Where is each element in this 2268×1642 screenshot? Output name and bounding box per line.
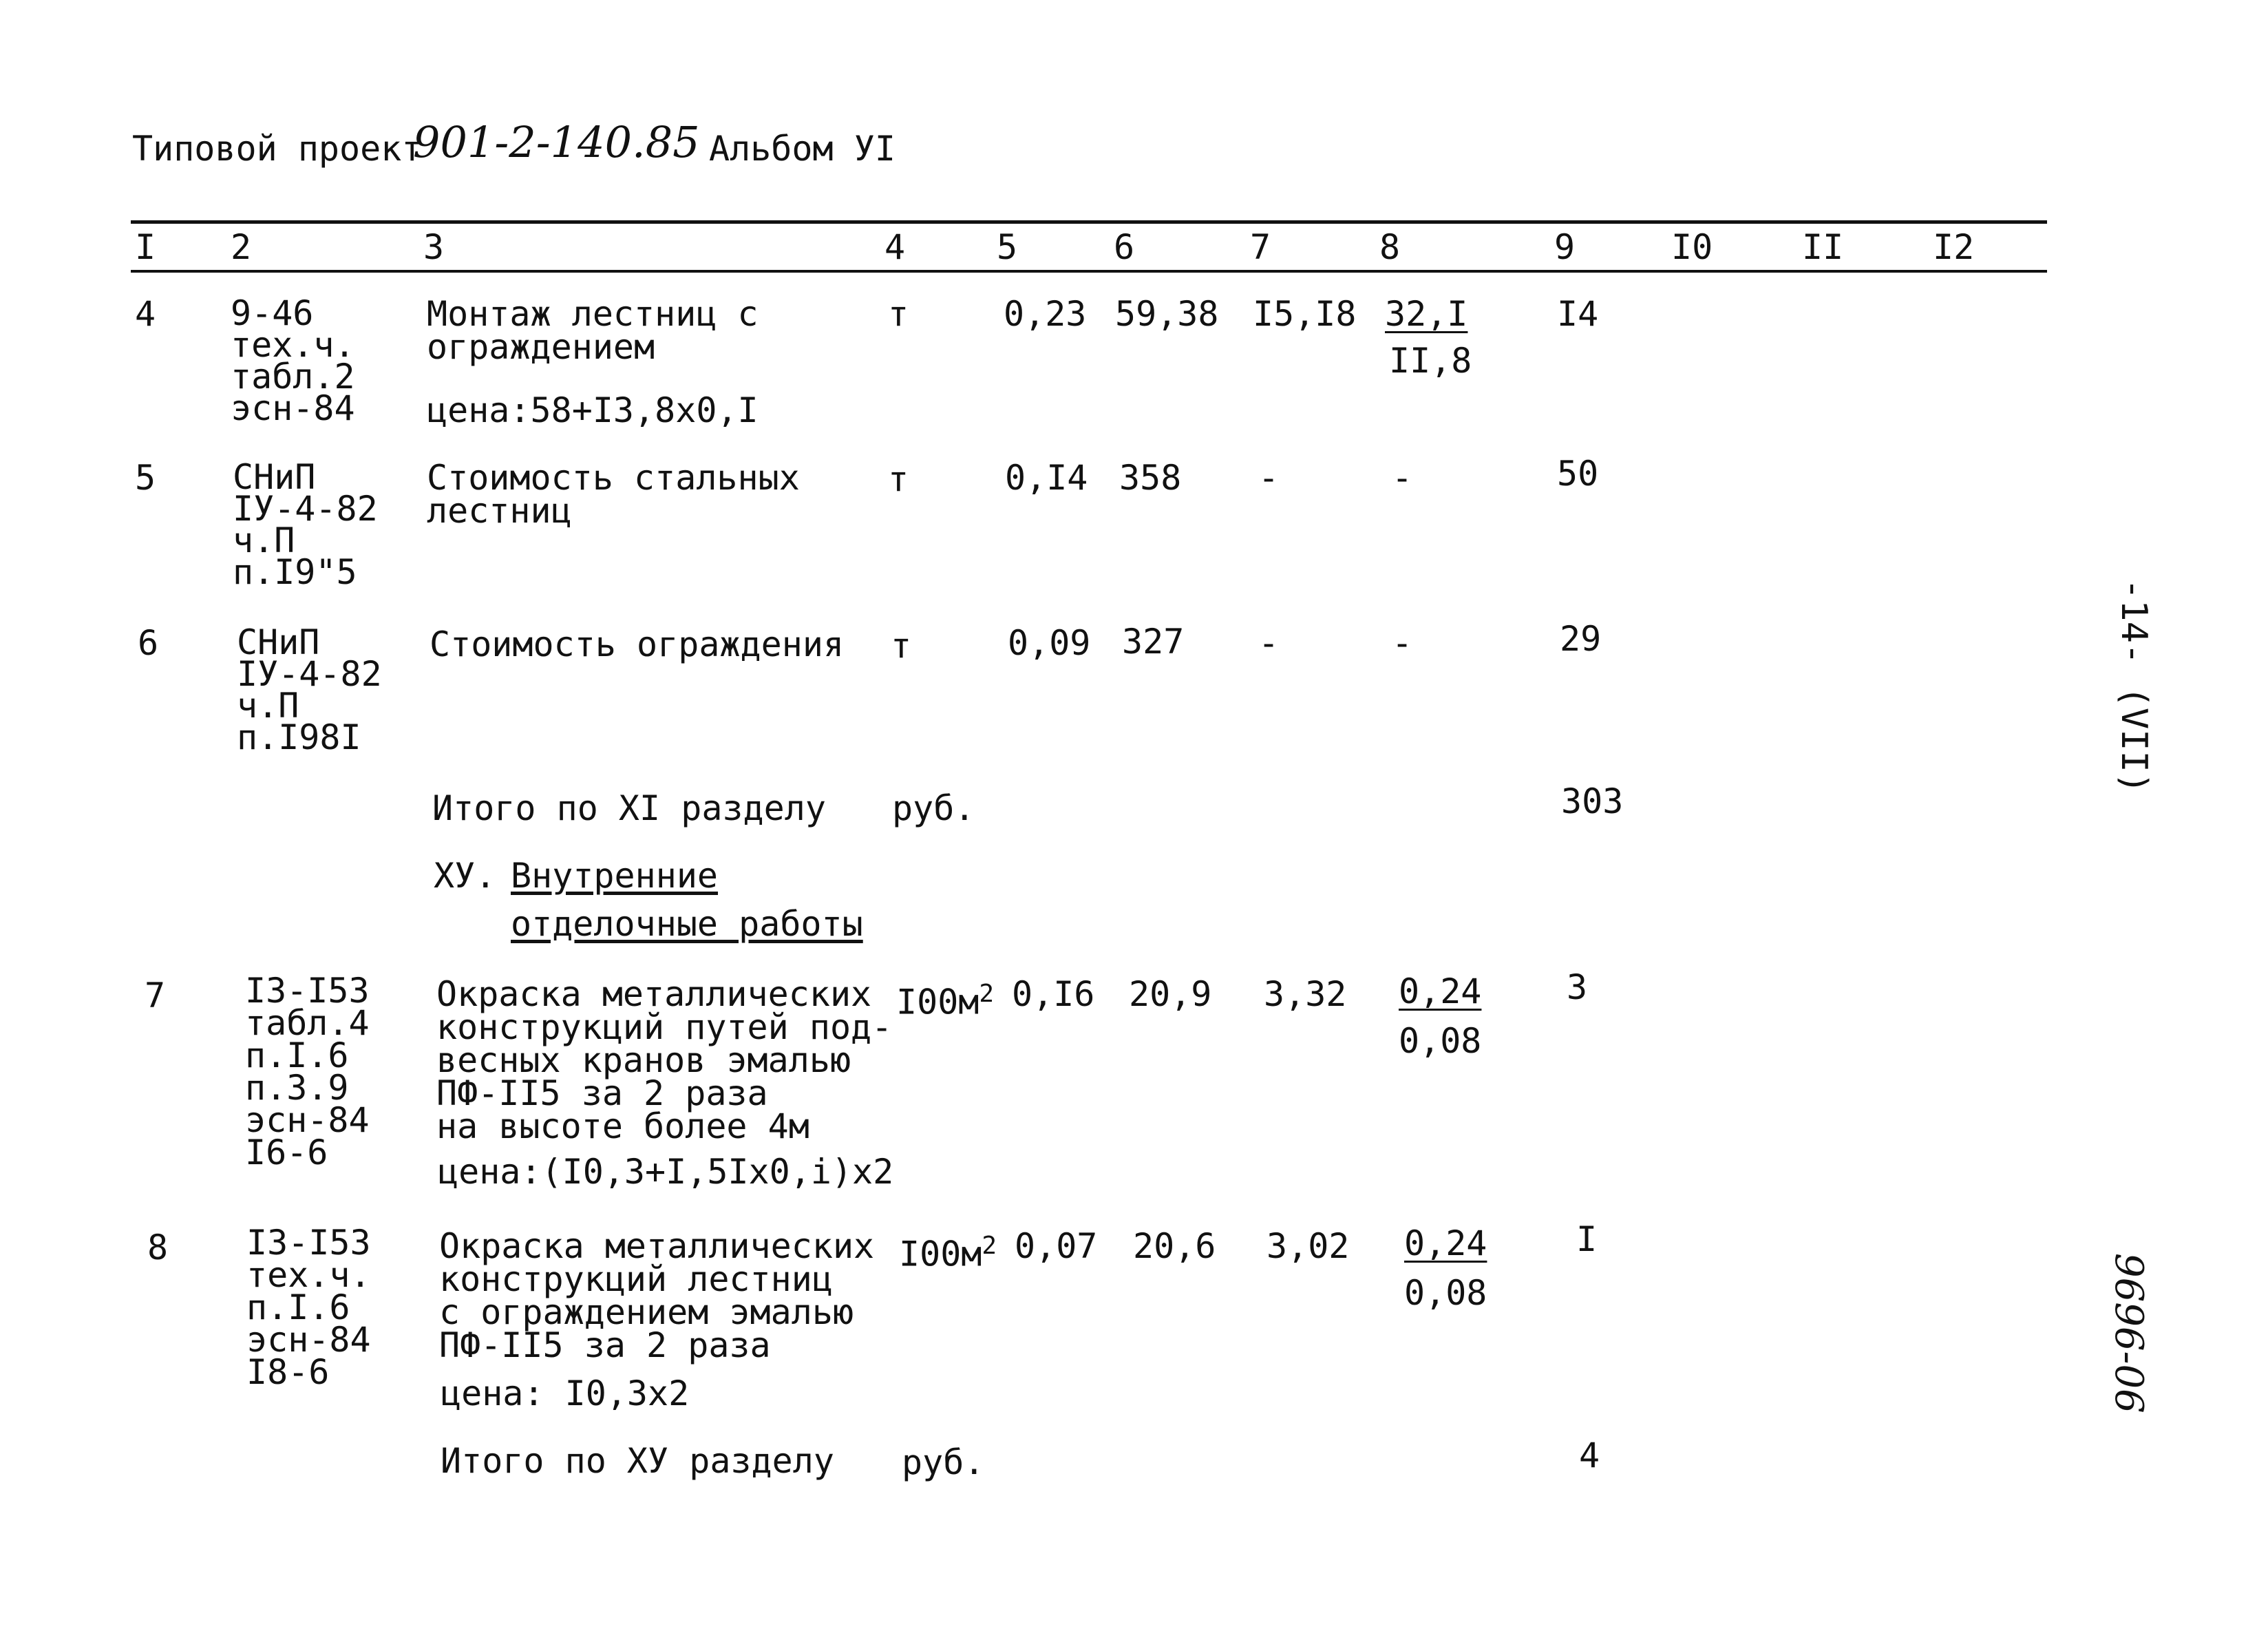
unit xyxy=(899,1230,997,1274)
unit-text: I00м xyxy=(896,982,979,1022)
col9-value: 29 xyxy=(1560,619,1602,659)
work-name: Стоимость стальных лестниц xyxy=(427,458,800,531)
col-header-3: 3 xyxy=(423,227,445,267)
section-title-line1: Внутренние xyxy=(511,856,719,896)
unit-superscript: 2 xyxy=(982,1232,997,1260)
col9-value: 3 xyxy=(1567,967,1588,1007)
unit-superscript: 2 xyxy=(979,980,995,1008)
project-number: 901-2-140.85 xyxy=(413,117,700,167)
col7-value: 3,32 xyxy=(1264,974,1347,1014)
norm-code: СНиП IУ-4-82 ч.П п.I9"5 xyxy=(233,457,378,592)
album-label: Альбом УI xyxy=(709,129,895,169)
col-header-10: I0 xyxy=(1671,227,1713,267)
col6-value: 59,38 xyxy=(1115,294,1219,334)
page-number-mark: -14- (VII) xyxy=(2113,578,2154,794)
col7-value: - xyxy=(1258,623,1280,663)
col8-value: - xyxy=(1392,458,1413,498)
subtotal-value: 303 xyxy=(1561,781,1624,821)
col8-bottom: II,8 xyxy=(1389,341,1472,381)
unit: т xyxy=(888,459,909,499)
table-header-rule xyxy=(131,270,2047,273)
col6-value: 358 xyxy=(1119,458,1182,498)
subtotal-unit: руб. xyxy=(892,788,975,828)
row-number: 4 xyxy=(135,294,156,334)
price-formula: цена:(I0,3+I,5Ix0,i)x2 xyxy=(438,1152,894,1192)
unit-text: I00м xyxy=(899,1234,982,1274)
col-header-8: 8 xyxy=(1379,227,1401,267)
col8-value: - xyxy=(1392,623,1413,663)
col9-value: I xyxy=(1576,1219,1598,1259)
norm-code: 9-46 тех.ч. табл.2 эсн-84 xyxy=(231,293,355,428)
section-roman: ХУ. xyxy=(434,856,496,896)
col8-bottom: 0,08 xyxy=(1404,1273,1487,1313)
col9-value: 50 xyxy=(1557,454,1599,494)
work-name: Монтаж лестниц с ограждением xyxy=(427,294,759,367)
section-title-line2: отделочные работы xyxy=(511,904,863,944)
col-header-5: 5 xyxy=(997,227,1018,267)
header-prefix: Типовой проект xyxy=(132,129,423,169)
work-name: Окраска металлических конструкций путей под- весных кранов эмалью ПФ-II5 за 2 раза на высоте более 4м xyxy=(436,974,893,1146)
unit: т xyxy=(891,626,912,666)
col6-value: 20,6 xyxy=(1133,1226,1216,1266)
col-header-11: II xyxy=(1802,227,1844,267)
price-formula: цена: I0,3x2 xyxy=(441,1373,690,1413)
row-number: 7 xyxy=(145,976,166,1015)
col-header-7: 7 xyxy=(1250,227,1271,267)
col9-value: I4 xyxy=(1557,294,1599,334)
table-top-rule xyxy=(131,220,2047,224)
col-header-1: I xyxy=(135,227,156,267)
col7-value: - xyxy=(1258,458,1280,498)
price-formula: цена:58+I3,8x0,I xyxy=(427,390,759,430)
col6-value: 20,9 xyxy=(1129,974,1212,1014)
col-header-9: 9 xyxy=(1554,227,1576,267)
row-number: 6 xyxy=(138,623,159,663)
subtotal-unit: руб. xyxy=(902,1442,985,1482)
work-name: Стоимость ограждения xyxy=(430,624,845,664)
inventory-number: 9696-06 xyxy=(2106,1253,2151,1413)
col8-top: 32,I xyxy=(1385,294,1468,334)
row-number: 5 xyxy=(135,458,156,498)
col-header-6: 6 xyxy=(1114,227,1135,267)
work-name: Окраска металлических конструкций лестниц с ограждением эмалью ПФ-II5 за 2 раза xyxy=(439,1226,875,1365)
row-number: 8 xyxy=(147,1228,169,1267)
col8-top: 0,24 xyxy=(1404,1223,1487,1263)
quantity: 0,07 xyxy=(1015,1226,1098,1266)
col-header-12: I2 xyxy=(1933,227,1975,267)
quantity: 0,I6 xyxy=(1012,974,1095,1014)
norm-code: I3-I53 тех.ч. п.I.6 эсн-84 I8-6 xyxy=(246,1223,371,1392)
quantity: 0,23 xyxy=(1004,294,1087,334)
col6-value: 327 xyxy=(1122,622,1185,662)
col7-value: 3,02 xyxy=(1267,1226,1350,1266)
col-header-2: 2 xyxy=(231,227,252,267)
col8-top: 0,24 xyxy=(1399,971,1482,1011)
quantity: 0,I4 xyxy=(1005,458,1088,498)
col-header-4: 4 xyxy=(884,227,906,267)
col8-bottom: 0,08 xyxy=(1399,1021,1482,1061)
subtotal-label: Итого по XI разделу xyxy=(432,788,826,828)
subtotal-label: Итого по ХУ разделу xyxy=(441,1441,834,1481)
quantity: 0,09 xyxy=(1008,623,1091,663)
norm-code: СНиП IУ-4-82 ч.П п.I98I xyxy=(237,622,382,757)
subtotal-value: 4 xyxy=(1579,1435,1600,1475)
unit xyxy=(896,978,995,1022)
unit: т xyxy=(888,294,909,334)
norm-code: I3-I53 табл.4 п.I.6 п.3.9 эсн-84 I6-6 xyxy=(245,971,370,1172)
col7-value: I5,I8 xyxy=(1253,294,1357,334)
